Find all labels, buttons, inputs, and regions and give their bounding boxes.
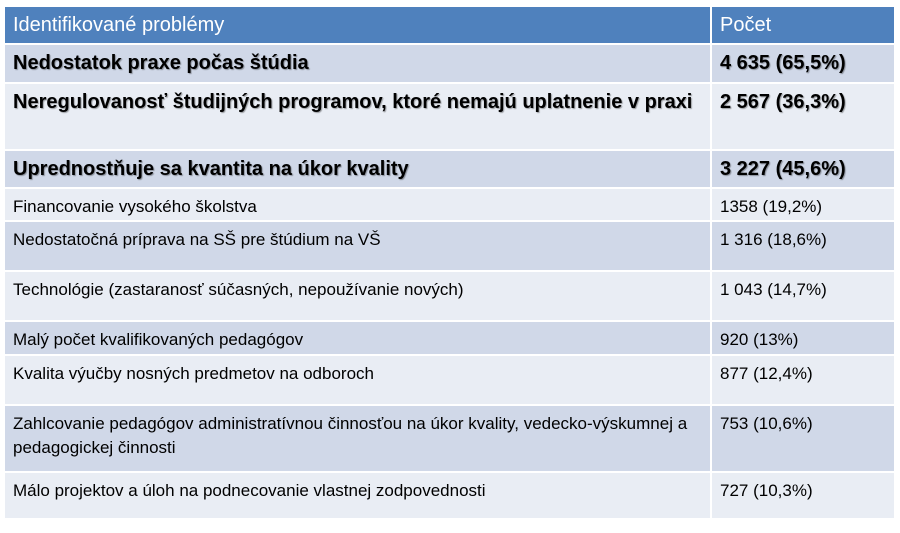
problem-cell: Zahlcovanie pedagógov administratívnou činnosťou na úkor kvality, vedecko-výskumnej a pedagogickej činnosti bbox=[4, 405, 711, 472]
count-cell: 4 635 (65,5%) bbox=[711, 44, 895, 83]
problem-cell: Financovanie vysokého školstva bbox=[4, 188, 711, 221]
problem-cell: Uprednostňuje sa kvantita na úkor kvality bbox=[4, 150, 711, 188]
table-row bbox=[4, 472, 895, 519]
table-row bbox=[4, 271, 895, 321]
count-cell: 727 (10,3%) bbox=[711, 472, 895, 519]
problem-cell: Málo projektov a úloh na podnecovanie vlastnej zodpovednosti bbox=[4, 472, 711, 519]
header-problem: Identifikované problémy bbox=[4, 6, 711, 44]
problem-cell: Kvalita výučby nosných predmetov na odboroch bbox=[4, 355, 711, 405]
problem-cell: Malý počet kvalifikovaných pedagógov bbox=[4, 321, 711, 355]
table-row bbox=[4, 44, 895, 83]
table-row bbox=[4, 355, 895, 405]
problem-cell: Nedostatočná príprava na SŠ pre štúdium na VŠ bbox=[4, 221, 711, 271]
count-cell: 753 (10,6%) bbox=[711, 405, 895, 472]
table-row bbox=[4, 221, 895, 271]
header-count: Počet bbox=[711, 6, 895, 44]
table-header-row bbox=[4, 6, 895, 44]
count-cell: 1 043 (14,7%) bbox=[711, 271, 895, 321]
problem-cell: Neregulovanosť študijných programov, ktoré nemajú uplatnenie v praxi bbox=[4, 83, 711, 150]
problems-table bbox=[3, 5, 896, 520]
table-row bbox=[4, 405, 895, 472]
problem-cell: Technológie (zastaranosť súčasných, nepoužívanie nových) bbox=[4, 271, 711, 321]
count-cell: 1 316 (18,6%) bbox=[711, 221, 895, 271]
table-row bbox=[4, 150, 895, 188]
count-cell: 3 227 (45,6%) bbox=[711, 150, 895, 188]
count-cell: 877 (12,4%) bbox=[711, 355, 895, 405]
table-row bbox=[4, 321, 895, 355]
count-cell: 920 (13%) bbox=[711, 321, 895, 355]
problem-cell: Nedostatok praxe počas štúdia bbox=[4, 44, 711, 83]
table-row bbox=[4, 188, 895, 221]
count-cell: 1358 (19,2%) bbox=[711, 188, 895, 221]
table-row bbox=[4, 83, 895, 150]
count-cell: 2 567 (36,3%) bbox=[711, 83, 895, 150]
